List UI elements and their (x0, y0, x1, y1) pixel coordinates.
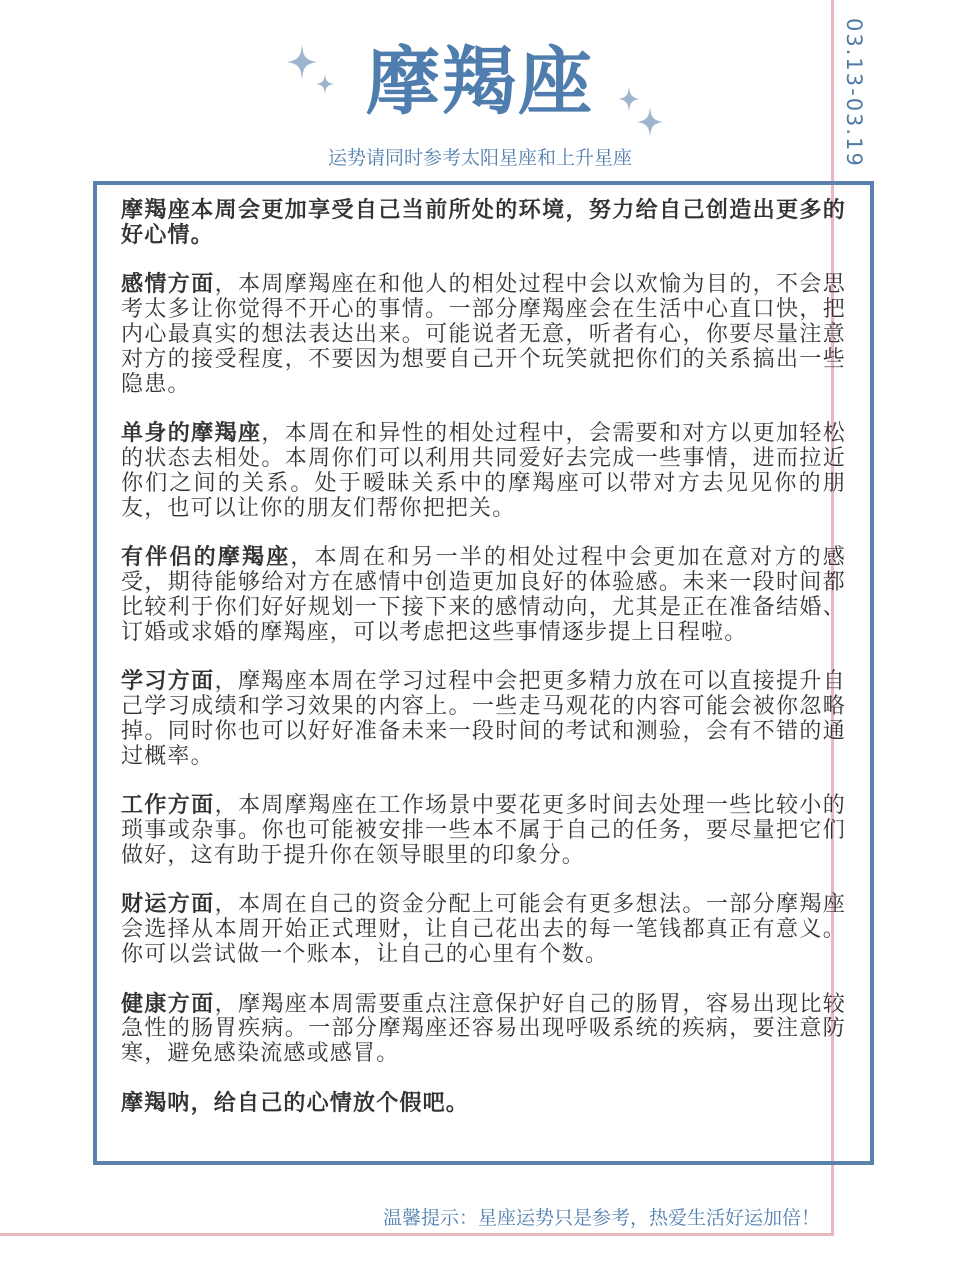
section-heading: 财运方面 (121, 892, 215, 918)
love-section (121, 273, 846, 397)
section-text: ，本周摩羯座在工作场景中要花更多时间去处理一些比较小的琐事或杂事。你也可能被安排一些本不属于自己的任务，要尽量把它们做好，这有助于提升你在领导眼里的印象分。 (121, 793, 846, 868)
date-range: 03.13-03.19 (842, 18, 866, 168)
section-heading: 工作方面 (121, 793, 215, 819)
section-text: ，本周摩羯座在和他人的相处过程中会以欢愉为目的，不会思考太多让你觉得不开心的事情。一部分摩羯座会在生活中心直口快，把内心最真实的想法表达出来。可能说者无意，听者有心，你要尽量注意对方的接受程度，不要因为想要自己开个玩笑就把你们的关系搞出一些隐患。 (121, 272, 846, 397)
section-text: ，摩羯座本周在学习过程中会把更多精力放在可以直接提升自己学习成绩和学习效果的内容上。一些走马观花的内容可能会被你忽略掉。同时你也可以好好准备未来一段时间的考试和测验，会有不错的通过概率。 (121, 669, 846, 769)
section-heading: 有伴侣的摩羯座 (121, 545, 291, 571)
intro-paragraph: 摩羯座本周会更加享受自己当前所处的环境，努力给自己创造出更多的好心情。 (121, 198, 846, 248)
section-text: ，本周在自己的资金分配上可能会有更多想法。一部分摩羯座会选择从本周开始正式理财，让自己花出去的每一笔钱都真正有意义。你可以尝试做一个账本，让自己的心里有个数。 (121, 892, 846, 967)
page-title: 摩羯座 (366, 39, 594, 125)
health-section (121, 993, 846, 1067)
single-section (121, 422, 846, 521)
wealth-section (121, 893, 846, 967)
sparkle-icon (637, 106, 663, 138)
subtitle: 运势请同时参考太阳星座和上升星座 (327, 147, 632, 169)
footer-tip: 温馨提示：星座运势只是参考，热爱生活好运加倍！ (382, 1207, 820, 1229)
section-text: ，本周在和异性的相处过程中，会需要和对方以更加轻松的状态去相处。本周你们可以利用共同爱好去完成一些事情，进而拉近你们之间的关系。处于暧昧关系中的摩羯座可以带对方去见见你的朋友，也可以让你的朋友们帮你把把关。 (121, 421, 846, 521)
horoscope-content-box (93, 181, 874, 1165)
study-section (121, 670, 846, 769)
section-text: ，本周在和另一半的相处过程中会更加在意对方的感受，期待能够给对方在感情中创造更加良好的体验感。未来一段时间都比较利于你们好好规划一下接下来的感情动向，尤其是正在准备结婚、订婚或求婚的摩羯座，可以考虑把这些事情逐步提上日程啦。 (121, 545, 846, 645)
section-heading: 健康方面 (121, 991, 215, 1017)
sparkle-icon (287, 44, 317, 80)
partnered-section (121, 546, 846, 645)
section-heading: 学习方面 (121, 669, 215, 695)
section-text: ，摩羯座本周需要重点注意保护好自己的肠胃，容易出现比较急性的肠胃疾病。一部分摩羯座还容易出现呼吸系统的疾病，要注意防寒，避免感染流感或感冒。 (121, 991, 846, 1067)
section-heading: 感情方面 (121, 272, 215, 298)
section-heading: 单身的摩羯座 (121, 421, 262, 447)
closing-paragraph: 摩羯呐，给自己的心情放个假吧。 (121, 1090, 470, 1116)
work-section (121, 794, 846, 868)
pink-horizontal-line (0, 1233, 834, 1236)
